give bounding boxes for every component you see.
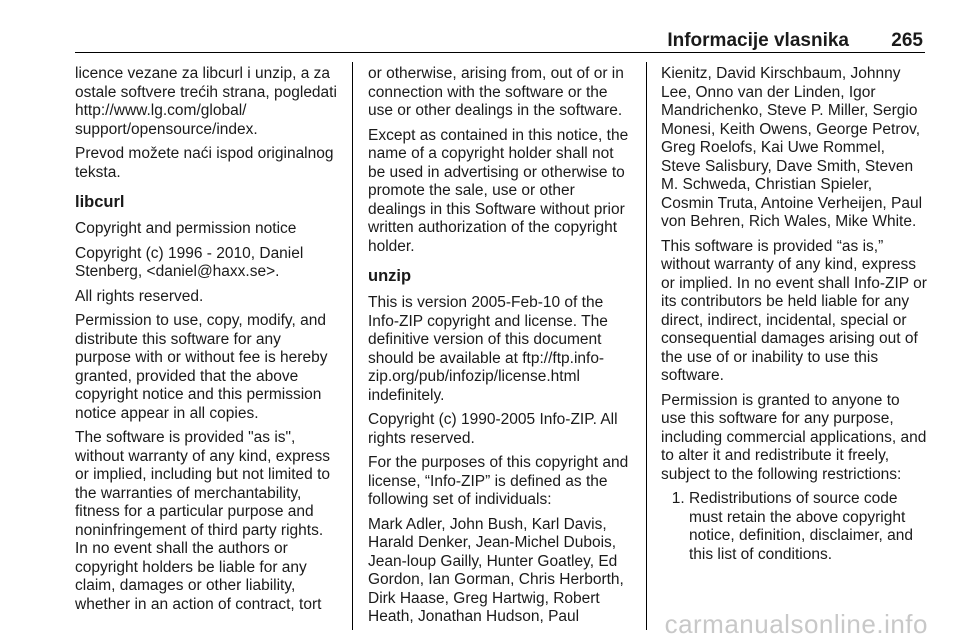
page-header <box>75 0 925 53</box>
section-heading: libcurl <box>75 193 125 211</box>
paragraph: Copyright and permission notice <box>75 220 297 237</box>
paragraph: Permission to use, copy, modify, and distribute this software for any purpose with or without fee is hereby granted, provided that the above copyright notice and this permission notice appear in all copies. <box>75 312 328 422</box>
paragraph: Mark Adler, John Bush, Karl Davis, Harald Denker, Jean-Michel Dubois, Jean-loup Gailly, Hunter Goatley, Ed Gordon, Ian Gorman, Chris Herborth, Dirk Haase, Greg Hartwig, Robert Heath, Jonathan Hudson, Paul <box>368 515 624 625</box>
page-number: 265 <box>891 30 923 51</box>
restrictions-list <box>661 490 927 564</box>
paragraph: licence vezane za libcurl i unzip, a za ostale softvere trećih strana, pogledati http://www.lg.com/global/ support/opensource/index. <box>75 65 337 138</box>
watermark: carmanualsonline.info <box>664 609 928 639</box>
section-heading: unzip <box>368 267 412 285</box>
paragraph: The software is provided "as is", without warranty of any kind, express or implied, including but not limited to the warranties of merchantability, fitness for a particular purpose and noninfringement of third party rights. In no event shall the authors or copyright holders be liable for any claim, damages or other liability, whether in an action of contract, tort <box>75 429 331 613</box>
paragraph: Prevod možete naći ispod originalnog teksta. <box>75 145 334 181</box>
section-title: Informacije vlasnika <box>667 30 849 51</box>
paragraph: or otherwise, arising from, out of or in connection with the software or the use or other dealings in the software. <box>368 65 624 119</box>
paragraph: This software is provided “as is,” without warranty of any kind, express or implied. In no event shall Info-ZIP or its contributors be held liable for any direct, indirect, incidental, special or consequential damages arising out of the use of or inability to use this software. <box>661 237 927 384</box>
column-divider <box>352 62 353 630</box>
text-column-2 <box>368 65 633 633</box>
paragraph: For the purposes of this copyright and license, “Info-ZIP” is defined as the following set of individuals: <box>368 454 629 508</box>
paragraph: Except as contained in this notice, the name of a copyright holder shall not be used in advertising or otherwise to promote the sale, use or other dealings in this Software without prior written authorization of the copyright holder. <box>368 126 629 255</box>
column-divider <box>646 62 647 630</box>
paragraph: All rights reserved. <box>75 287 204 305</box>
paragraph: Copyright (c) 1996 - 2010, Daniel Stenberg, <daniel@haxx.se>. <box>75 244 304 280</box>
paragraph: Copyright (c) 1990-2005 Info-ZIP. All rights reserved. <box>368 411 618 447</box>
text-column-1 <box>75 65 340 620</box>
list-item: 1. Redistributions of source code must retain the above copyright notice, definition, disclaimer, and this list of conditions. <box>689 490 927 564</box>
paragraph: This is version 2005-Feb-10 of the Info-ZIP copyright and license. The definitive version of this document should be available at ftp://ftp.info-zip.org/pub/infozip/license.html indefinitely. <box>368 294 608 404</box>
text-column-3 <box>661 65 927 564</box>
paragraph: Permission is granted to anyone to use this software for any purpose, including commercial applications, and to alter it and redistribute it freely, subject to the following restrictions: <box>661 391 927 483</box>
paragraph: Kienitz, David Kirschbaum, Johnny Lee, Onno van der Linden, Igor Mandrichenko, Steve P. Miller, Sergio Monesi, Keith Owens, George Petrov, Greg Roelofs, Kai Uwe Rommel, Steve Salisbury, Dave Smith, Steven M. Schweda, Christian Spieler, Cosmin Truta, Antoine Verheijen, Paul von Behren, Rich Wales, Mike White. <box>661 65 923 230</box>
